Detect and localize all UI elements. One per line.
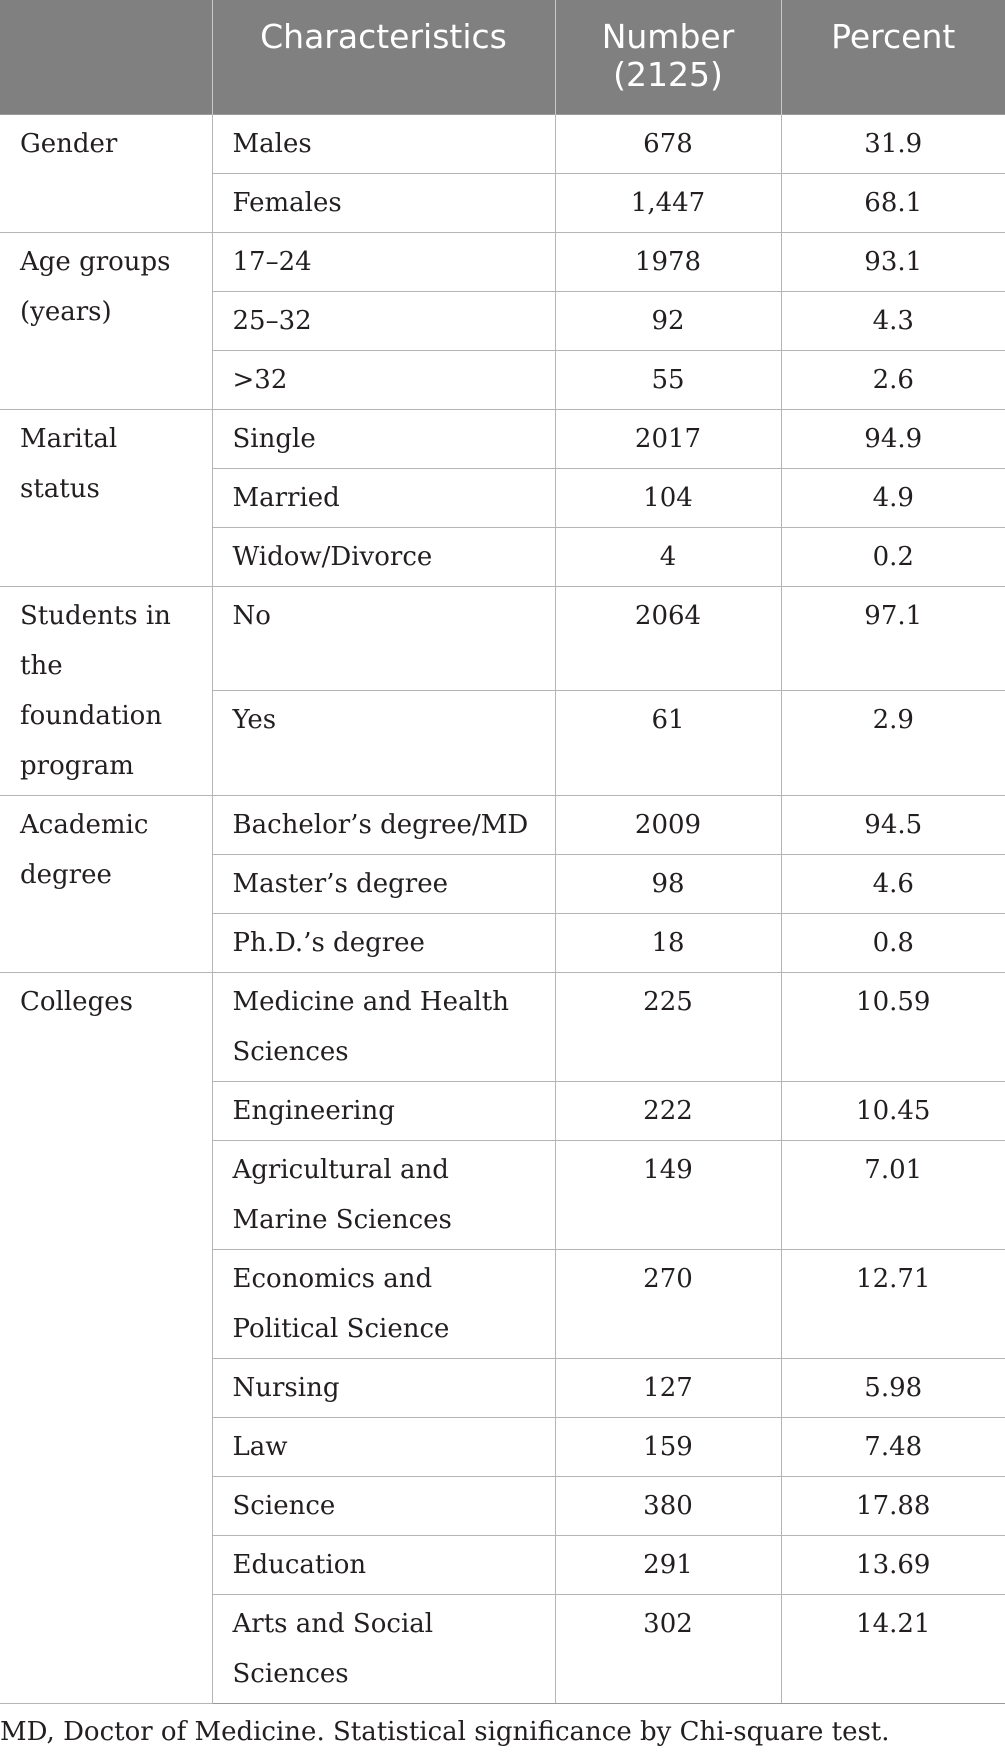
table-row: [0, 972, 1005, 1081]
percent-cell: 10.45: [781, 1081, 1005, 1140]
percent-cell: 0.2: [781, 527, 1005, 586]
percent-cell: 7.01: [781, 1140, 1005, 1249]
category-cell: Economics and Political Science: [212, 1249, 555, 1358]
group-label: Students in the foundation program: [0, 586, 212, 795]
number-cell: 222: [555, 1081, 781, 1140]
percent-cell: 4.3: [781, 291, 1005, 350]
number-cell: 2064: [555, 586, 781, 691]
number-cell: 159: [555, 1417, 781, 1476]
number-cell: 2017: [555, 409, 781, 468]
percent-cell: 14.21: [781, 1594, 1005, 1703]
number-cell: 291: [555, 1535, 781, 1594]
category-cell: Yes: [212, 691, 555, 796]
percent-cell: 94.9: [781, 409, 1005, 468]
number-cell: 92: [555, 291, 781, 350]
category-cell: 25–32: [212, 291, 555, 350]
number-cell: 380: [555, 1476, 781, 1535]
header-group: [0, 0, 212, 114]
percent-cell: 0.8: [781, 913, 1005, 972]
number-cell: 678: [555, 114, 781, 173]
table-header: [0, 0, 1005, 114]
category-cell: Arts and Social Sciences: [212, 1594, 555, 1703]
category-cell: Bachelor’s degree/MD: [212, 795, 555, 854]
number-cell: 1,447: [555, 173, 781, 232]
number-cell: 1978: [555, 232, 781, 291]
percent-cell: 7.48: [781, 1417, 1005, 1476]
group-label: Age groups (years): [0, 232, 212, 409]
number-cell: 55: [555, 350, 781, 409]
table-row: [0, 795, 1005, 854]
group-label: Marital status: [0, 409, 212, 586]
header-row: [0, 0, 1005, 114]
table-footnote: MD, Doctor of Medicine. Statistical significance by Chi-square test.: [0, 1717, 890, 1747]
category-cell: Medicine and Health Sciences: [212, 972, 555, 1081]
percent-cell: 4.9: [781, 468, 1005, 527]
table-row: [0, 409, 1005, 468]
header-characteristics: Characteristics: [212, 0, 555, 114]
category-cell: Law: [212, 1417, 555, 1476]
table-body: [0, 114, 1005, 1703]
category-cell: >32: [212, 350, 555, 409]
number-cell: 270: [555, 1249, 781, 1358]
percent-cell: 5.98: [781, 1358, 1005, 1417]
number-cell: 127: [555, 1358, 781, 1417]
number-cell: 98: [555, 854, 781, 913]
number-cell: 225: [555, 972, 781, 1081]
table-row: [0, 586, 1005, 691]
percent-cell: 93.1: [781, 232, 1005, 291]
category-cell: Master’s degree: [212, 854, 555, 913]
category-cell: Females: [212, 173, 555, 232]
group-label: Academic degree: [0, 795, 212, 972]
number-cell: 61: [555, 691, 781, 796]
group-label: Gender: [0, 114, 212, 232]
percent-cell: 4.6: [781, 854, 1005, 913]
percent-cell: 12.71: [781, 1249, 1005, 1358]
percent-cell: 10.59: [781, 972, 1005, 1081]
number-cell: 149: [555, 1140, 781, 1249]
percent-cell: 94.5: [781, 795, 1005, 854]
category-cell: 17–24: [212, 232, 555, 291]
table-row: [0, 114, 1005, 173]
percent-cell: 97.1: [781, 586, 1005, 691]
category-cell: Nursing: [212, 1358, 555, 1417]
header-number: Number (2125): [555, 0, 781, 114]
category-cell: Science: [212, 1476, 555, 1535]
category-cell: Ph.D.’s degree: [212, 913, 555, 972]
percent-cell: 68.1: [781, 173, 1005, 232]
percent-cell: 2.9: [781, 691, 1005, 796]
header-percent: Percent: [781, 0, 1005, 114]
category-cell: No: [212, 586, 555, 691]
category-cell: Engineering: [212, 1081, 555, 1140]
table-row: [0, 232, 1005, 291]
category-cell: Married: [212, 468, 555, 527]
category-cell: Education: [212, 1535, 555, 1594]
category-cell: Agricultural and Marine Sciences: [212, 1140, 555, 1249]
category-cell: Widow/Divorce: [212, 527, 555, 586]
percent-cell: 13.69: [781, 1535, 1005, 1594]
number-cell: 104: [555, 468, 781, 527]
number-cell: 4: [555, 527, 781, 586]
number-cell: 18: [555, 913, 781, 972]
number-cell: 2009: [555, 795, 781, 854]
group-label: Colleges: [0, 972, 212, 1703]
category-cell: Males: [212, 114, 555, 173]
percent-cell: 31.9: [781, 114, 1005, 173]
category-cell: Single: [212, 409, 555, 468]
percent-cell: 2.6: [781, 350, 1005, 409]
percent-cell: 17.88: [781, 1476, 1005, 1535]
number-cell: 302: [555, 1594, 781, 1703]
